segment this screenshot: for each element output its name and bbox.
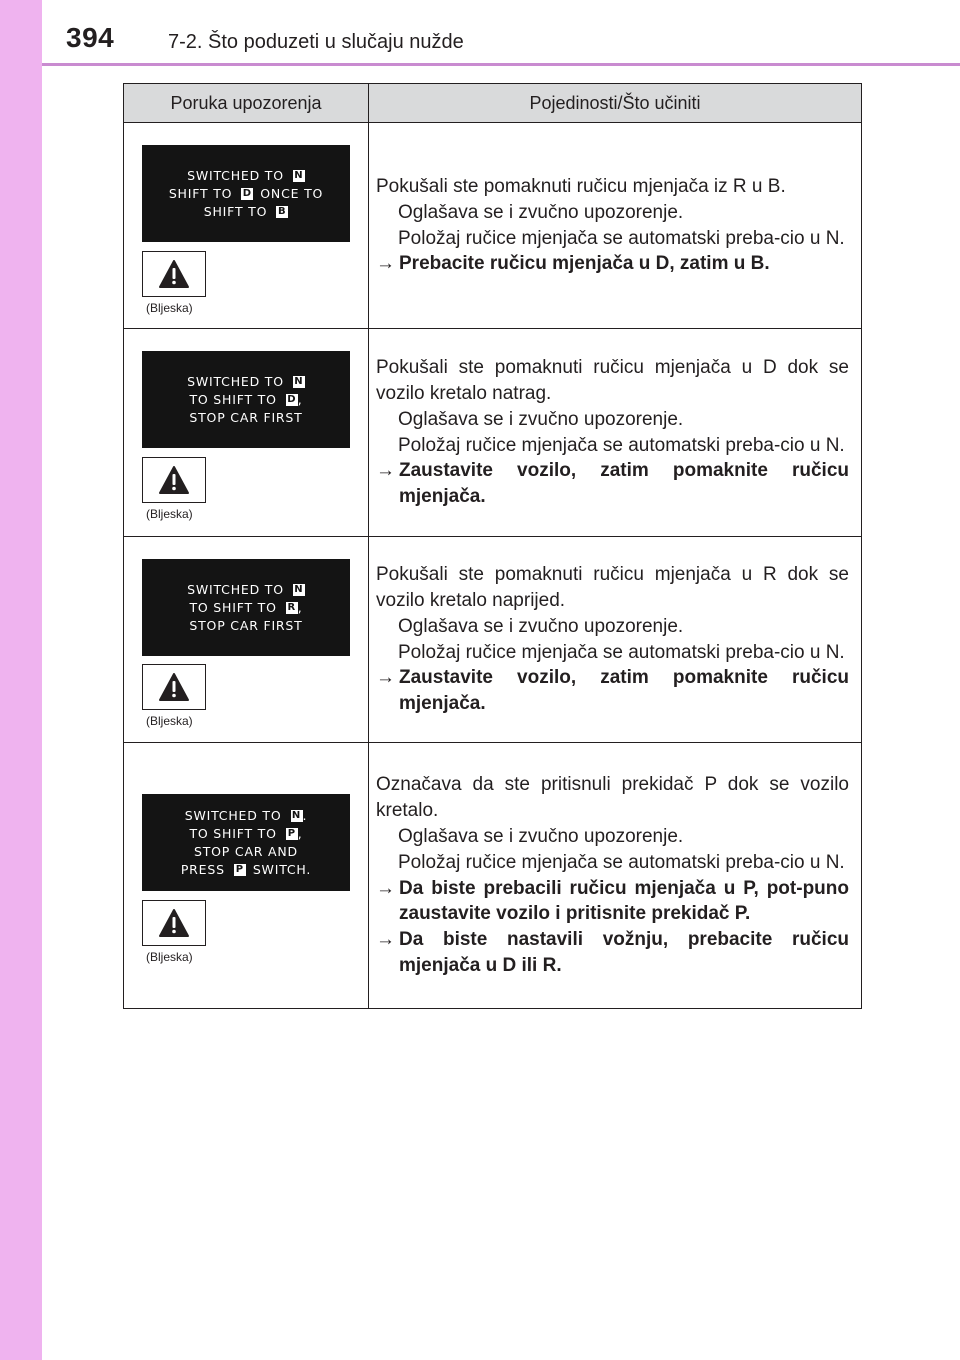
display-text: SWITCHED TO (187, 167, 284, 183)
gear-indicator: D (287, 393, 297, 405)
display-text: SWITCHED TO (187, 581, 284, 597)
warning-triangle-icon (142, 900, 206, 946)
dashboard-message-display (142, 351, 350, 448)
column-header-warning-message: Poruka upozorenja (124, 84, 369, 123)
warning-message-cell (124, 123, 369, 329)
display-text: . (302, 807, 308, 823)
dashboard-message-display (142, 559, 350, 656)
table-row (124, 743, 862, 1009)
action-item (376, 665, 849, 717)
display-line (189, 617, 302, 635)
action-item (376, 458, 849, 510)
details-cell (369, 123, 862, 329)
display-text: SWITCH. (252, 861, 312, 877)
warning-message-cell (124, 743, 369, 1009)
detail-text: Položaj ručice mjenjača se automatski preba-cio u N. (398, 851, 845, 873)
detail-text: Oglašava se i zvučno upozorenje. (398, 615, 684, 637)
display-text: SHIFT TO (203, 203, 268, 219)
right-arrow-icon: → (376, 253, 395, 275)
cause-text: Pokušali ste pomaknuti ručicu mjenjača iz R u B. (376, 175, 786, 197)
action-item (376, 876, 849, 928)
section-title: 7-2. Što poduzeti u slučaju nužde (168, 31, 464, 53)
warning-message-cell (124, 537, 369, 743)
display-text: TO SHIFT TO (189, 825, 277, 841)
dashboard-message-display (142, 145, 350, 242)
display-line (194, 843, 298, 861)
detail-text: Oglašava se i zvučno upozorenje. (398, 408, 684, 430)
display-line (187, 373, 305, 391)
display-text: SWITCHED TO (187, 373, 284, 389)
detail-text: Položaj ručice mjenjača se automatski preba-cio u N. (398, 641, 845, 663)
display-text: SWITCHED TO (184, 807, 282, 823)
warning-triangle-icon (142, 251, 206, 297)
display-text: STOP CAR FIRST (189, 409, 303, 425)
warning-message-table (123, 83, 862, 1009)
detail-text: Oglašava se i zvučno upozorenje. (398, 201, 684, 223)
display-line (189, 409, 302, 427)
display-line (185, 807, 308, 825)
details-cell (369, 537, 862, 743)
display-line (204, 203, 288, 221)
action-text: Zaustavite vozilo, zatim pomaknite ručicu mjenjača. (399, 460, 849, 508)
display-text: TO SHIFT TO (189, 599, 277, 615)
display-text: , (297, 825, 303, 841)
table-row (124, 329, 862, 537)
gear-indicator: N (294, 375, 304, 387)
right-arrow-icon: → (376, 877, 395, 899)
section-tab-bar (0, 0, 42, 1360)
action-text: Zaustavite vozilo, zatim pomaknite ručicu mjenjača. (399, 667, 849, 715)
display-text: , (297, 599, 303, 615)
flash-label: (Bljeska) (146, 301, 193, 315)
gear-indicator: D (242, 187, 252, 199)
action-item (376, 251, 849, 277)
action-text: Da biste prebacili ručicu mjenjača u P, pot-puno zaustavite vozilo i pritisnite prekidač P. (399, 877, 849, 925)
display-text: ONCE TO (260, 185, 324, 201)
flash-label: (Bljeska) (146, 507, 193, 521)
warning-triangle-icon (142, 664, 206, 710)
flash-label: (Bljeska) (146, 714, 193, 728)
cause-text: Pokušali ste pomaknuti ručicu mjenjača u D dok se vozilo kretalo natrag. (376, 357, 849, 404)
cause-text: Pokušali ste pomaknuti ručicu mjenjača u R dok se vozilo kretalo naprijed. (376, 564, 849, 611)
right-arrow-icon: → (376, 667, 395, 689)
display-text: TO SHIFT TO (189, 391, 277, 407)
warning-triangle-icon (142, 457, 206, 503)
gear-indicator: N (294, 169, 304, 181)
table-header-row (124, 84, 862, 123)
page-number: 394 (66, 22, 115, 53)
dashboard-message-display (142, 794, 350, 891)
display-text: STOP CAR FIRST (189, 617, 303, 633)
display-line (187, 581, 305, 599)
cause-text: Označava da ste pritisnuli prekidač P dok se vozilo kretalo. (376, 774, 849, 822)
detail-text: Položaj ručice mjenjača se automatski preba-cio u N. (398, 227, 845, 249)
detail-text: Oglašava se i zvučno upozorenje. (398, 825, 684, 847)
display-line (189, 599, 302, 617)
gear-indicator: P (235, 863, 244, 875)
display-line (187, 167, 305, 185)
table-row (124, 537, 862, 743)
table-row (124, 123, 862, 329)
display-line (169, 185, 323, 203)
details-cell (369, 329, 862, 537)
gear-indicator: N (294, 583, 304, 595)
gear-indicator: P (287, 827, 296, 839)
flash-label: (Bljeska) (146, 950, 193, 964)
action-text: Da biste nastavili vožnju, prebacite ručicu mjenjača u D ili R. (399, 929, 849, 976)
warning-message-cell (124, 329, 369, 537)
display-text: SHIFT TO (168, 185, 233, 201)
display-text: PRESS (180, 861, 225, 877)
right-arrow-icon: → (376, 929, 395, 951)
display-line (181, 861, 311, 879)
action-item (376, 927, 849, 979)
details-cell (369, 743, 862, 1009)
detail-text: Položaj ručice mjenjača se automatski preba-cio u N. (398, 434, 845, 456)
display-line (189, 391, 302, 409)
display-text: , (297, 391, 303, 407)
gear-indicator: R (287, 601, 297, 613)
display-text: STOP CAR AND (194, 843, 298, 859)
display-line (189, 825, 302, 843)
column-header-details: Pojedinosti/Što učiniti (369, 84, 862, 123)
header-divider (42, 63, 960, 66)
gear-indicator: B (278, 205, 287, 217)
gear-indicator: N (291, 809, 302, 821)
action-text: Prebacite ručicu mjenjača u D, zatim u B. (399, 253, 770, 275)
right-arrow-icon: → (376, 460, 395, 482)
